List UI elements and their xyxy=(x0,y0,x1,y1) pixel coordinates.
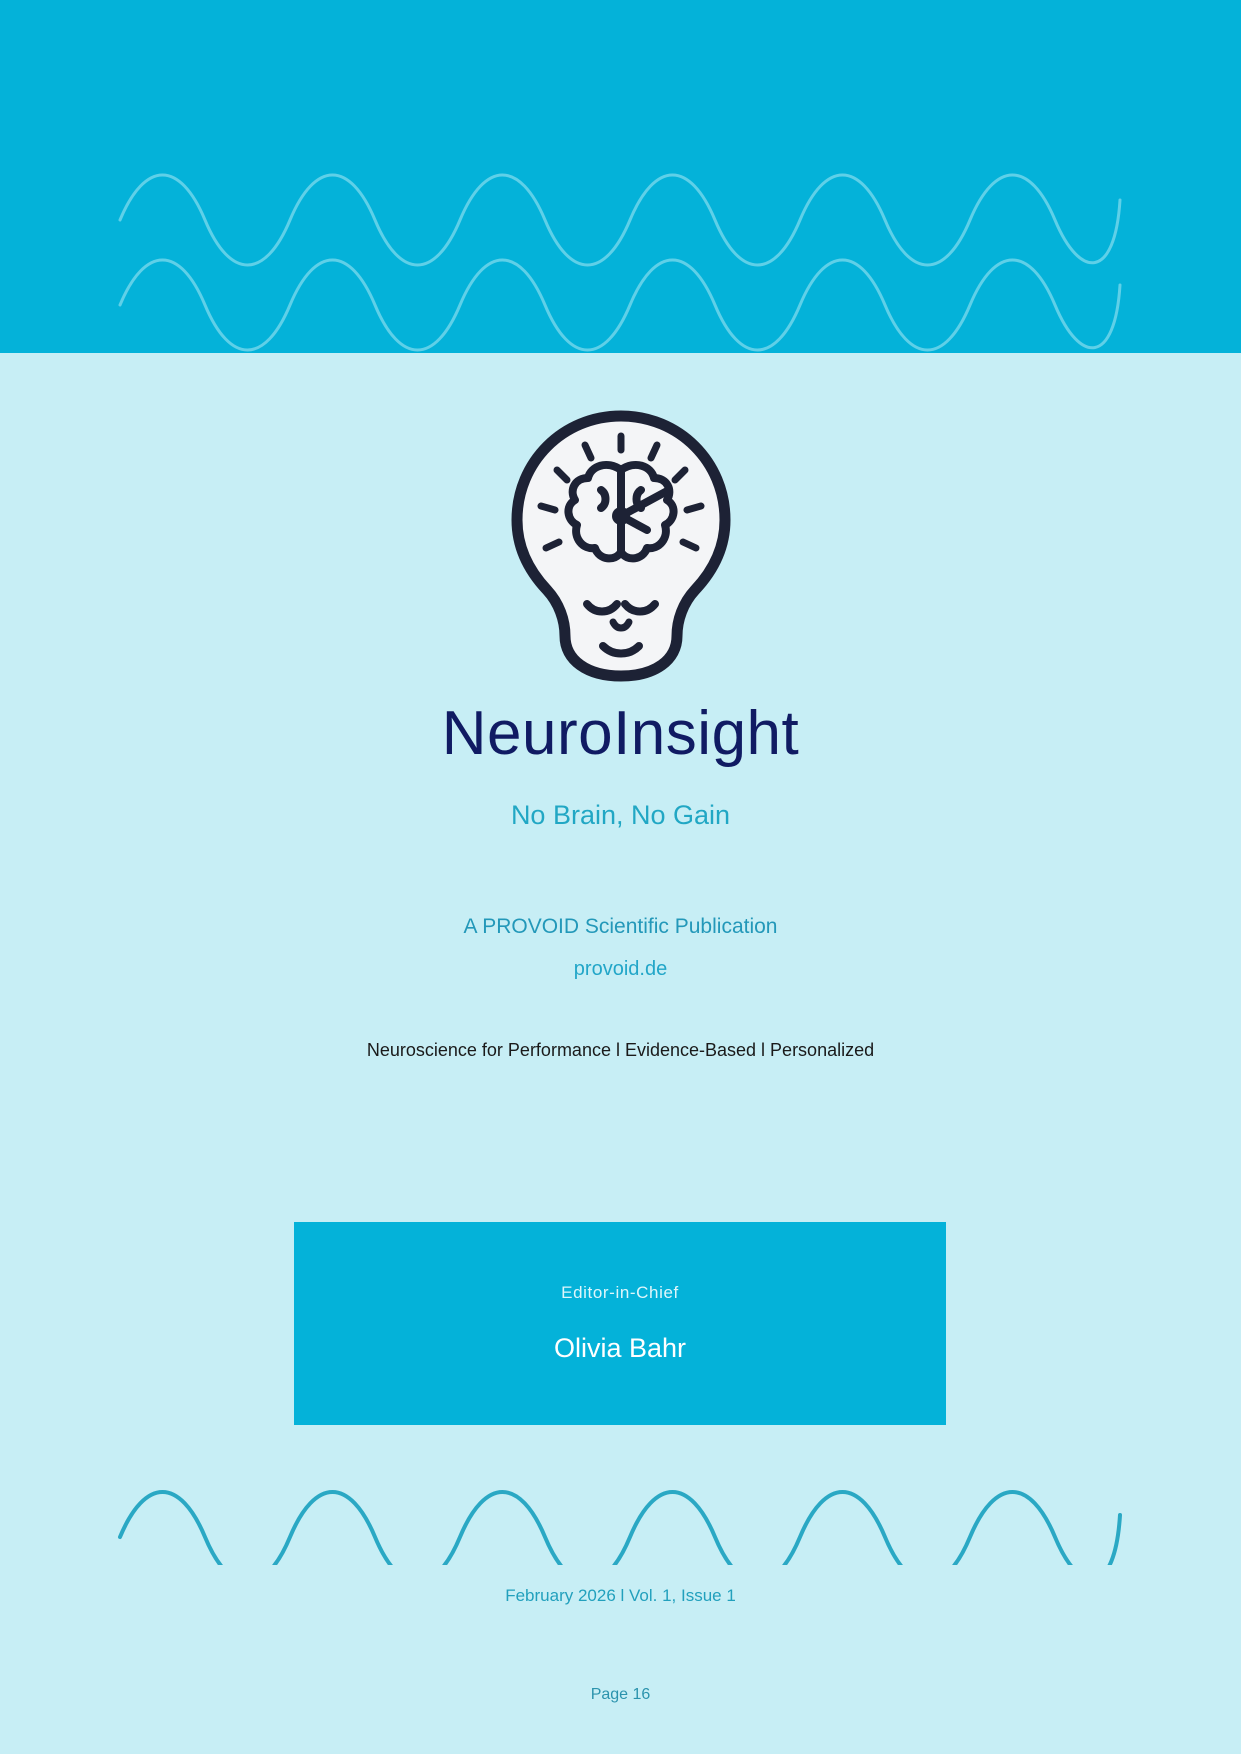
brain-clock-head-icon xyxy=(491,408,751,683)
page-number: Page 16 xyxy=(590,1686,651,1703)
top-banner xyxy=(0,0,1241,353)
banner-wave-decoration xyxy=(0,0,1241,353)
publication-line: A PROVOID Scientific Publication xyxy=(463,915,778,938)
issue-line: February 2026 l Vol. 1, Issue 1 xyxy=(505,1586,736,1605)
editor-in-chief-block xyxy=(294,1222,946,1425)
editor-name: Olivia Bahr xyxy=(553,1333,687,1363)
editor-role-label: Editor-in-Chief xyxy=(561,1283,679,1302)
page-title: NeuroInsight xyxy=(441,699,800,768)
website-link[interactable]: provoid.de xyxy=(573,958,668,980)
logo xyxy=(0,408,1241,688)
descriptors-line: Neuroscience for Performance l Evidence-Based l Personalized xyxy=(366,1040,875,1060)
bottom-wave-decoration xyxy=(0,1475,1241,1565)
tagline: No Brain, No Gain xyxy=(510,800,731,830)
